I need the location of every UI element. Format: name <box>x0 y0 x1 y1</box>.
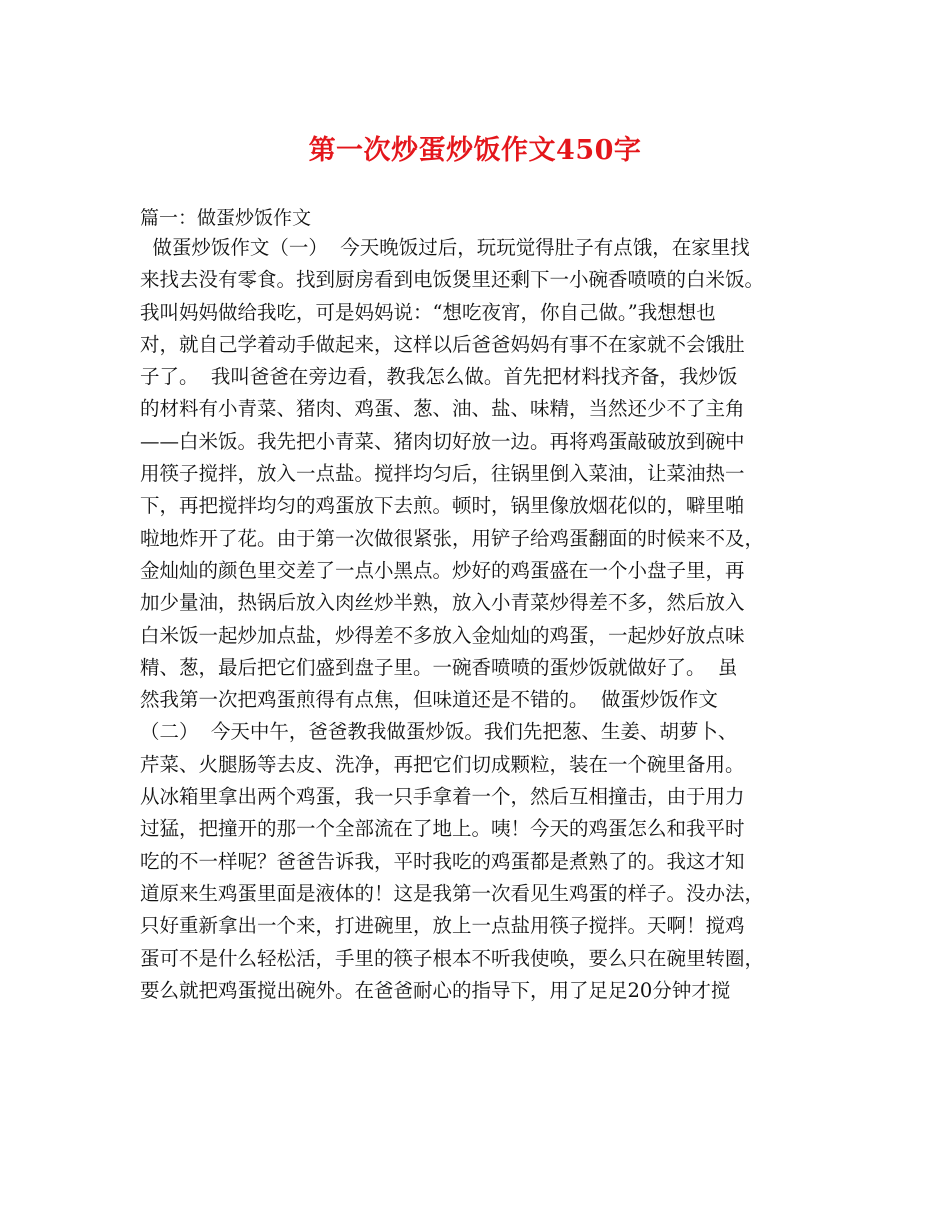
text-line: （二） 今天中午，爸爸教我做蛋炒饭。我们先把葱、生姜、胡萝卜、 <box>140 720 738 744</box>
section-heading: 篇一：做蛋炒饭作文 <box>140 207 312 229</box>
text-line: 的材料有小青菜、猪肉、鸡蛋、葱、油、盐、味精，当然还少不了主角 <box>140 397 745 421</box>
text-line: 白米饭一起炒加点盐，炒得差不多放入金灿灿的鸡蛋，一起炒好放点味 <box>140 623 745 647</box>
text-line: 啦地炸开了花。由于第一次做很紧张，用铲子给鸡蛋翻面的时候来不及， <box>140 526 765 550</box>
page-title: 第一次炒蛋炒饭作文450字 <box>308 135 642 166</box>
text-line: 蛋可不是什么轻松活，手里的筷子根本不听我使唤，要么只在碗里转圈， <box>140 946 765 970</box>
text-line: 要么就把鸡蛋搅出碗外。在爸爸耐心的指导下，用了足足20分钟才搅 <box>140 978 731 1002</box>
text-line: 芹菜、火腿肠等去皮、洗净，再把它们切成颗粒，装在一个碗里备用。 <box>140 752 745 776</box>
text-line: 精、葱，最后把它们盛到盘子里。一碗香喷喷的蛋炒饭就做好了。 虽 <box>140 655 738 679</box>
text-line: 然我第一次把鸡蛋煎得有点焦，但味道还是不错的。 做蛋炒饭作文 <box>140 688 718 712</box>
text-line: ——白米饭。我先把小青菜、猪肉切好放一边。再将鸡蛋敲破放到碗中 <box>140 429 745 453</box>
text-line: 道原来生鸡蛋里面是液体的！这是我第一次看见生鸡蛋的样子。没办法， <box>140 881 765 905</box>
text-line: 子了。 我叫爸爸在旁边看，教我怎么做。首先把材料找齐备，我炒饭 <box>140 365 738 389</box>
text-line: 我叫妈妈做给我吃，可是妈妈说：“想吃夜宵，你自己做。”我想想也 <box>140 300 716 324</box>
body-text <box>140 232 812 1007</box>
text-line: 加少量油，热锅后放入肉丝炒半熟，放入小青菜炒得差不多，然后放入 <box>140 591 745 615</box>
text-line: 对，就自己学着动手做起来，这样以后爸爸妈妈有事不在家就不会饿肚 <box>140 332 745 356</box>
text-line: 来找去没有零食。找到厨房看到电饭煲里还剩下一小碗香喷喷的白米饭。 <box>140 268 765 292</box>
text-line: 吃的不一样呢？爸爸告诉我，平时我吃的鸡蛋都是煮熟了的。我这才知 <box>140 849 745 873</box>
text-line: 从冰箱里拿出两个鸡蛋，我一只手拿着一个，然后互相撞击，由于用力 <box>140 785 745 809</box>
text-line: 过猛，把撞开的那一个全部流在了地上。咦！今天的鸡蛋怎么和我平时 <box>140 817 745 841</box>
text-line: 用筷子搅拌，放入一点盐。搅拌均匀后，往锅里倒入菜油，让菜油热一 <box>140 462 745 486</box>
text-line: 下，再把搅拌均匀的鸡蛋放下去煎。顿时，锅里像放烟花似的，噼里啪 <box>140 494 745 518</box>
text-line: 做蛋炒饭作文（一） 今天晚饭过后，玩玩觉得肚子有点饿，在家里找 <box>140 236 750 259</box>
text-line: 金灿灿的颜色里交差了一点小黑点。炒好的鸡蛋盛在一个小盘子里，再 <box>140 558 745 582</box>
text-line: 只好重新拿出一个来，打进碗里，放上一点盐用筷子搅拌。天啊！搅鸡 <box>140 914 745 938</box>
